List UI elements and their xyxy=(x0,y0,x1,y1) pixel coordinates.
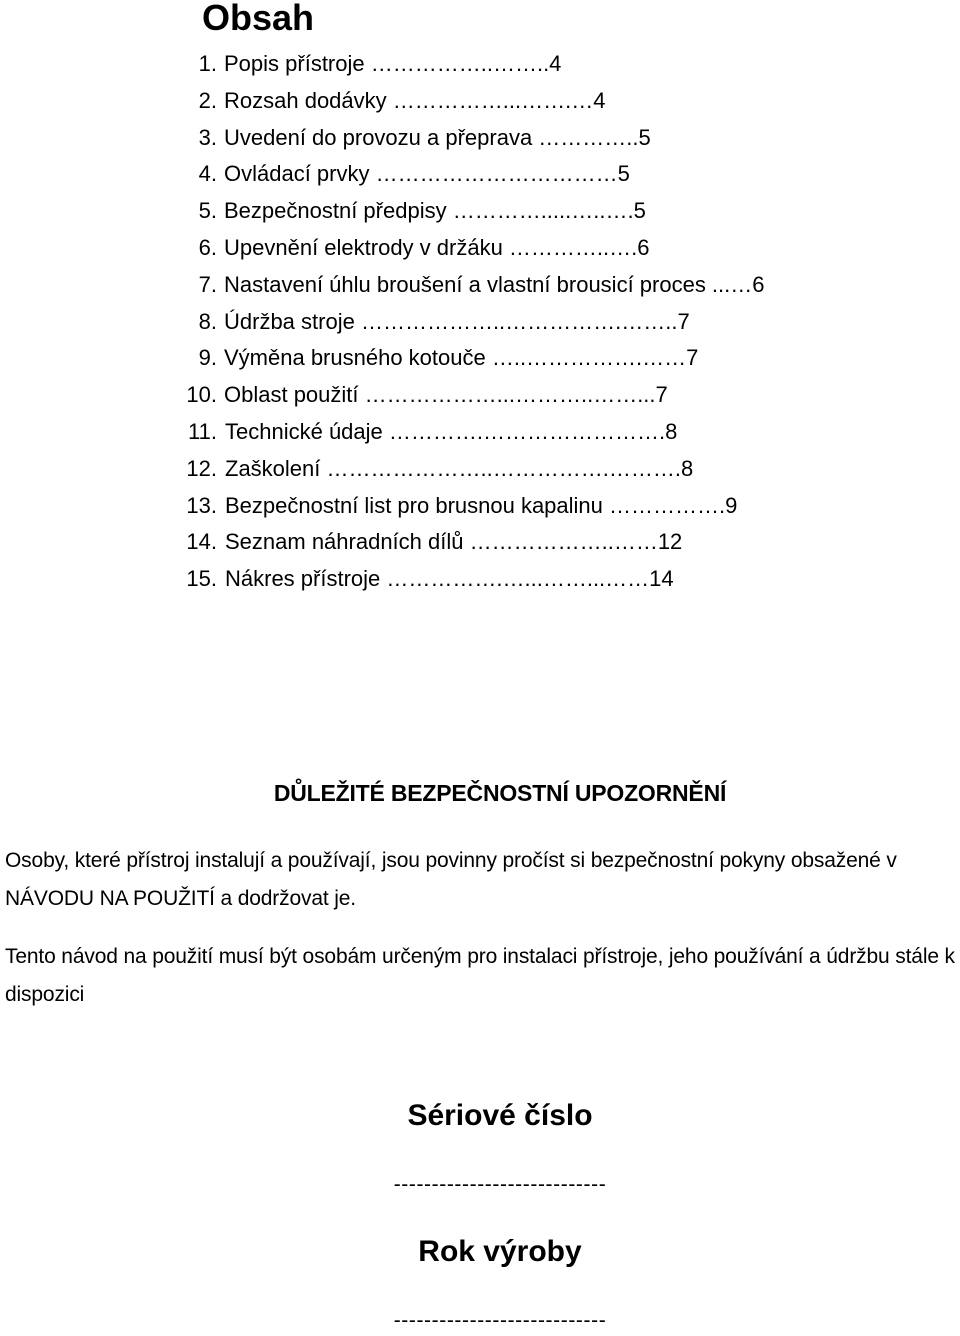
toc-item-number: 1. xyxy=(198,51,217,76)
toc-item-number: 13. xyxy=(186,492,217,518)
serial-number-blank: ---------------------------- xyxy=(393,1173,607,1196)
toc-item-number: 7. xyxy=(198,271,217,297)
toc-item-text: Seznam náhradních dílů ………………..……12 xyxy=(225,529,683,555)
toc-item-text: Nastavení úhlu broušení a vlastní brousicí proces ...…6 xyxy=(224,271,765,297)
production-year-blank: ---------------------------- xyxy=(393,1309,607,1332)
toc-item-number: 14. xyxy=(186,529,217,555)
toc-item-text: Uvedení do provozu a přeprava …………..5 xyxy=(224,124,651,150)
toc-item-number: 6. xyxy=(198,234,217,260)
toc-item-number: 8. xyxy=(198,308,217,334)
toc-item-text: Výměna brusného kotouče …..…………….……7 xyxy=(224,345,699,371)
toc-item-text: Oblast použití ………………...………..……...7 xyxy=(224,382,668,408)
toc-item-text: Technické údaje ………….…………………….8 xyxy=(225,418,678,444)
toc-item-text: Rozsah dodávky ……………...…….…4 xyxy=(224,87,606,113)
toc-item-text: Ovládací prvky ……………………………5 xyxy=(224,161,630,187)
toc-item-number: 2. xyxy=(198,87,217,113)
production-year-label: Rok výroby xyxy=(418,1235,582,1268)
toc-item-text: Bezpečnostní list pro brusnou kapalinu …………….9 xyxy=(225,492,738,518)
toc-title: Obsah xyxy=(202,0,315,38)
toc-item-text: Upevnění elektrody v držáku …………..….6 xyxy=(224,234,650,260)
toc-item-text: Popis přístroje ……………..……..4 xyxy=(224,51,562,76)
toc-item-number: 12. xyxy=(186,455,217,481)
toc-item-text: Nákres přístroje …………….…...……...……14 xyxy=(225,566,674,592)
toc-item-number: 4. xyxy=(198,161,217,187)
manual-availability-paragraph: Tento návod na použití musí být osobám určeným pro instalaci přístroje, jeho používání a údržbu stále k dispozici xyxy=(5,945,955,1006)
toc-item-number: 3. xyxy=(198,124,217,150)
toc-item-text: Zaškolení …………………..…………….……….8 xyxy=(225,455,694,481)
safety-warning-heading: DŮLEŽITÉ BEZPEČNOSTNÍ UPOZORNĚNÍ xyxy=(273,780,727,806)
toc-item-number: 10. xyxy=(186,382,217,408)
toc-item-text: Bezpečnostní předpisy ………….....…..….5 xyxy=(224,198,646,224)
toc-item-number: 5. xyxy=(198,198,217,224)
serial-number-label: Sériové číslo xyxy=(407,1099,593,1132)
safety-warning-paragraph: Osoby, které přístroj instalují a používají, jsou povinny pročíst si bezpečnostní pokyny obsažené v NÁVODU NA POUŽITÍ a dodržovat je. xyxy=(5,849,897,910)
toc-item-number: 15. xyxy=(186,566,217,592)
toc-item-number: 11. xyxy=(188,418,217,444)
toc-item-number: 9. xyxy=(198,345,217,371)
toc-item-text: Údržba stroje ………………..…………….……..7 xyxy=(224,308,690,334)
